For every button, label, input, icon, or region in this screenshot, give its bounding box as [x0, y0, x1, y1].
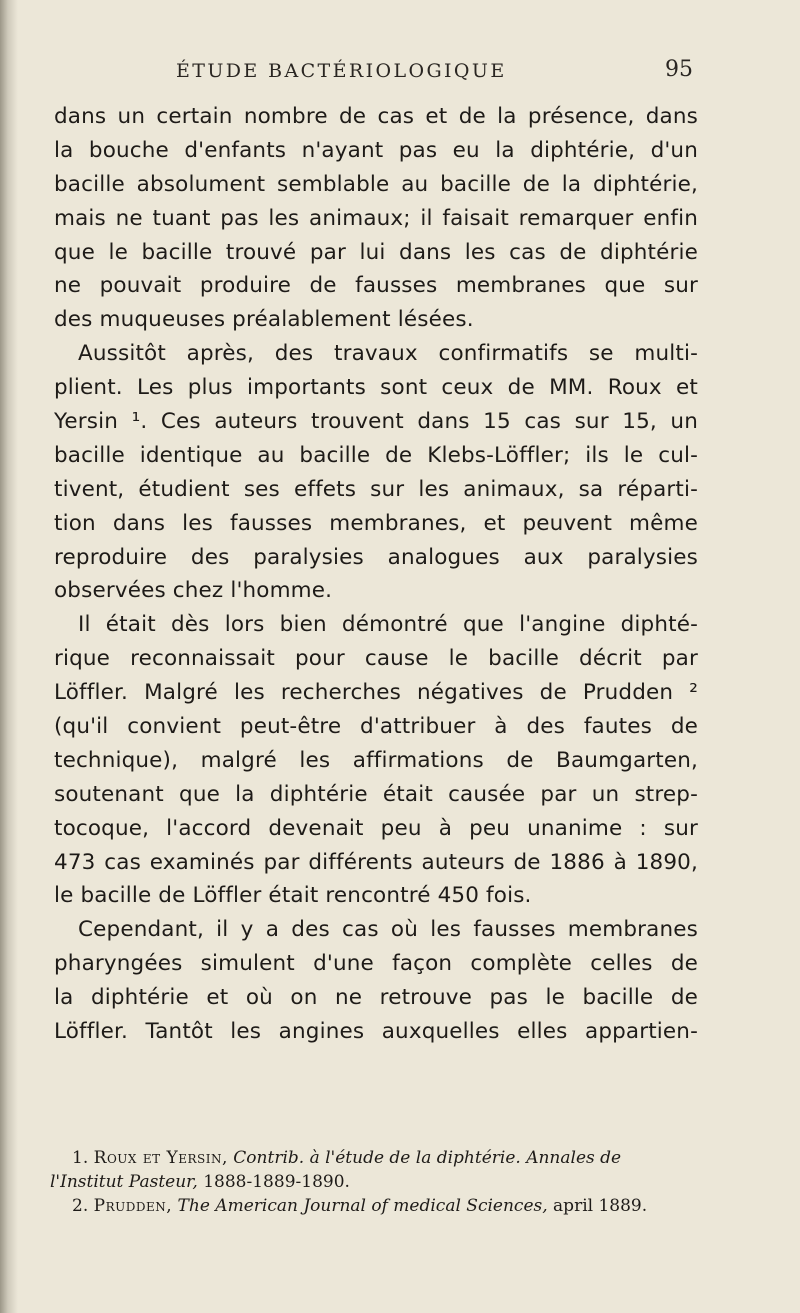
footnote-date: april 1889.: [553, 1196, 648, 1216]
footnote-years: 1888-1889-1890.: [203, 1172, 350, 1192]
running-title: ÉTUDE BACTÉRIOLOGIQUE: [176, 60, 507, 82]
text-line: Löffler. Tantôt les angines auxquelles elles appartien-: [54, 1019, 698, 1045]
paragraph-first-line: Il était dès lors bien démontré que l'angine diphté-: [78, 612, 698, 638]
text-line: ne pouvait produire de fausses membranes que sur: [54, 273, 698, 299]
footnote-title: Contrib. à l'étude de la diphtérie. Annales de: [233, 1148, 622, 1168]
text-line: la diphtérie et où on ne retrouve pas le bacille de: [54, 985, 698, 1011]
text-line: la bouche d'enfants n'ayant pas eu la diphtérie, d'un: [54, 137, 698, 163]
text-line: le bacille de Löffler était rencontré 450 fois.: [54, 883, 532, 909]
text-line: des muqueuses préalablement lésées.: [54, 307, 474, 333]
page-number: 95: [665, 57, 693, 82]
text-line: bacille absolument semblable au bacille de la diphtérie,: [54, 171, 698, 197]
footnotes: [50, 1146, 700, 1218]
text-line: 473 cas examinés par différents auteurs de 1886 à 1890,: [54, 849, 698, 875]
footnote-mark: 2.: [72, 1196, 89, 1216]
footnote-1-continuation: [50, 1170, 700, 1194]
text-line: tocoque, l'accord devenait peu à peu unanime : sur: [54, 815, 698, 841]
footnote-author: Prudden,: [93, 1196, 173, 1216]
footnote-mark: 1.: [72, 1148, 89, 1168]
text-line: (qu'il convient peut-être d'attribuer à des fautes de: [54, 714, 698, 740]
text-line: Yersin ¹. Ces auteurs trouvent dans 15 cas sur 15, un: [54, 409, 698, 435]
text-line: reproduire des paralysies analogues aux paralysies: [54, 544, 698, 570]
text-line: mais ne tuant pas les animaux; il faisait remarquer enfin: [54, 205, 698, 231]
running-header: [0, 57, 800, 90]
paragraph-first-line: Cependant, il y a des cas où les fausses membranes: [78, 917, 698, 943]
footnote-journal: l'Institut Pasteur,: [50, 1172, 198, 1192]
text-line: rique reconnaissait pour cause le bacille décrit par: [54, 646, 698, 672]
footnote-1: [50, 1146, 700, 1170]
text-line: Löffler. Malgré les recherches négatives de Prudden ²: [54, 680, 698, 706]
body-text: [54, 100, 698, 1049]
text-line: tion dans les fausses membranes, et peuvent même: [54, 510, 698, 536]
text-line: que le bacille trouvé par lui dans les cas de diphtérie: [54, 239, 698, 265]
text-line: technique), malgré les affirmations de Baumgarten,: [54, 747, 698, 773]
text-line: pharyngées simulent d'une façon complète celles de: [54, 951, 698, 977]
text-line: tivent, étudient ses effets sur les animaux, sa réparti-: [54, 476, 698, 502]
footnote-2: [50, 1194, 700, 1218]
text-line: plient. Les plus importants sont ceux de MM. Roux et: [54, 375, 698, 401]
footnote-author: Roux et Yersin,: [93, 1148, 228, 1168]
text-line: bacille identique au bacille de Klebs-Löffler; ils le cul-: [54, 442, 698, 468]
paragraph-first-line: Aussitôt après, des travaux confirmatifs se multi-: [78, 341, 698, 367]
text-line: observées chez l'homme.: [54, 578, 333, 604]
text-line: soutenant que la diphtérie était causée par un strep-: [54, 781, 698, 807]
footnote-title: The American Journal of medical Sciences,: [177, 1196, 548, 1216]
text-line: dans un certain nombre de cas et de la présence, dans: [54, 104, 698, 129]
page-gutter-shadow: [0, 0, 18, 1313]
